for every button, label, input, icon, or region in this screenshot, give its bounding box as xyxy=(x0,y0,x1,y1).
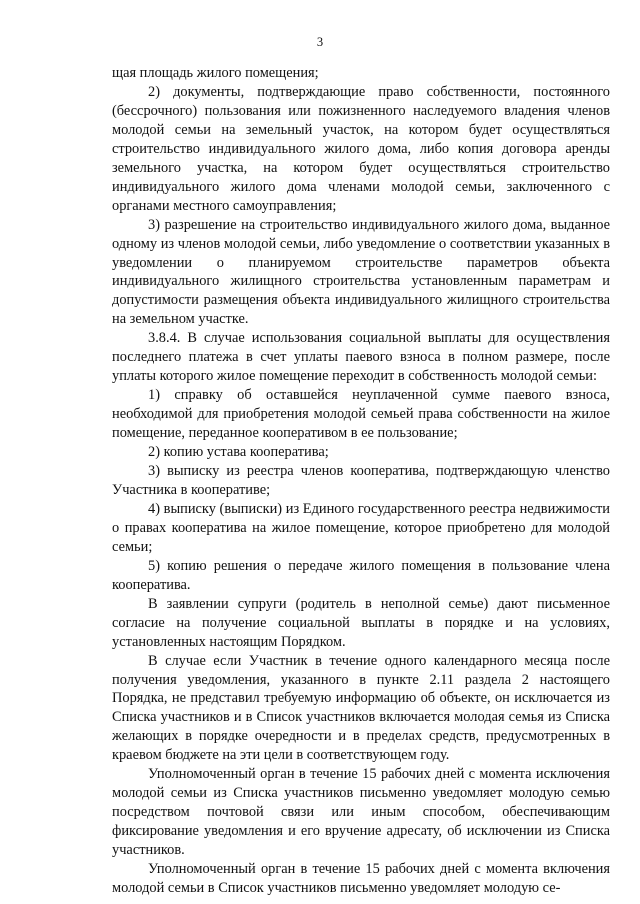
paragraph-list-item-2: 2) копию устава кооператива; xyxy=(148,444,329,461)
paragraph-item-3-permit: 3) разрешение на строительство индивидуального жилого дома, выданное одному из членов молодой семьи, либо уведомление о соответствии указанных в уведомлении о планируемом строительстве параметров объекта индивидуального жилищного строительства установленным параметрам и допустимости размещения объекта индивидуального жилищного строительства на земельном участке. xyxy=(112,216,610,328)
paragraph-list-item-3: 3) выписку из реестра членов кооператива, подтверждающую членство Участника в кооперативе; xyxy=(112,463,610,498)
paragraph-exclusion-notice: Уполномоченный орган в течение 15 рабочих дней с момента исключения молодой семьи из Списка участников письменно уведомляет молодую семью посредством почтовой связи или иным способом, обеспечивающим фиксирование уведомления и его вручение адресату, об исключении из Списка участников. xyxy=(112,766,610,859)
paragraph-list-item-4: 4) выписку (выписки) из Единого государственного реестра недвижимости о правах кооператива на жилое помещение, которое приобретено для молодой семьи; xyxy=(112,500,610,555)
paragraph-item-2-documents: 2) документы, подтверждающие право собственности, постоянного (бессрочного) пользования или пожизненного наследуемого владения членов молодой семьи на земельный участок, на котором будет осуществляться строительство индивидуального жилого дома, либо копия договора аренды земельного участка, на котором будет осуществляться строительство индивидуального жилого дома членами молодой семьи, заключенного с органами местного самоуправления; xyxy=(112,83,610,214)
paragraph-inclusion-notice: Уполномоченный орган в течение 15 рабочих дней с момента включения молодой семьи в Список участников письменно уведомляет молодую се- xyxy=(112,861,610,896)
paragraph-section-3-8-4: 3.8.4. В случае использования социальной выплаты для осуществления последнего платежа в счет уплаты паевого взноса в полном размере, после уплаты которого жилое помещение переходит в собственность молодой семьи: xyxy=(112,330,610,385)
page-number: 3 xyxy=(316,35,324,49)
document-body xyxy=(112,64,610,898)
paragraph-spouse-consent: В заявлении супруги (родитель в неполной семье) дают письменное согласие на получение социальной выплаты в порядке и на условиях, установленных настоящим Порядком. xyxy=(112,595,610,650)
paragraph-continuation: щая площадь жилого помещения; xyxy=(112,65,319,81)
paragraph-participant-exclusion: В случае если Участник в течение одного календарного месяца после получения уведомления, указанного в пункте 2.11 раздела 2 настоящего Порядка, не представил требуемую информацию об объекте, он исключается из Списка участников и в Список участников включается молодая семья из Списка желающих в порядке очередности и в пределах средств, предусмотренных в краевом бюджете на эти цели в соответствующем году. xyxy=(112,652,610,764)
paragraph-list-item-5: 5) копию решения о передаче жилого помещения в пользование члена кооператива. xyxy=(112,557,610,593)
paragraph-list-item-1: 1) справку об оставшейся неуплаченной сумме паевого взноса, необходимой для приобретения молодой семьей права собственности на жилое помещение, переданное кооперативом в ее пользование; xyxy=(112,387,610,442)
